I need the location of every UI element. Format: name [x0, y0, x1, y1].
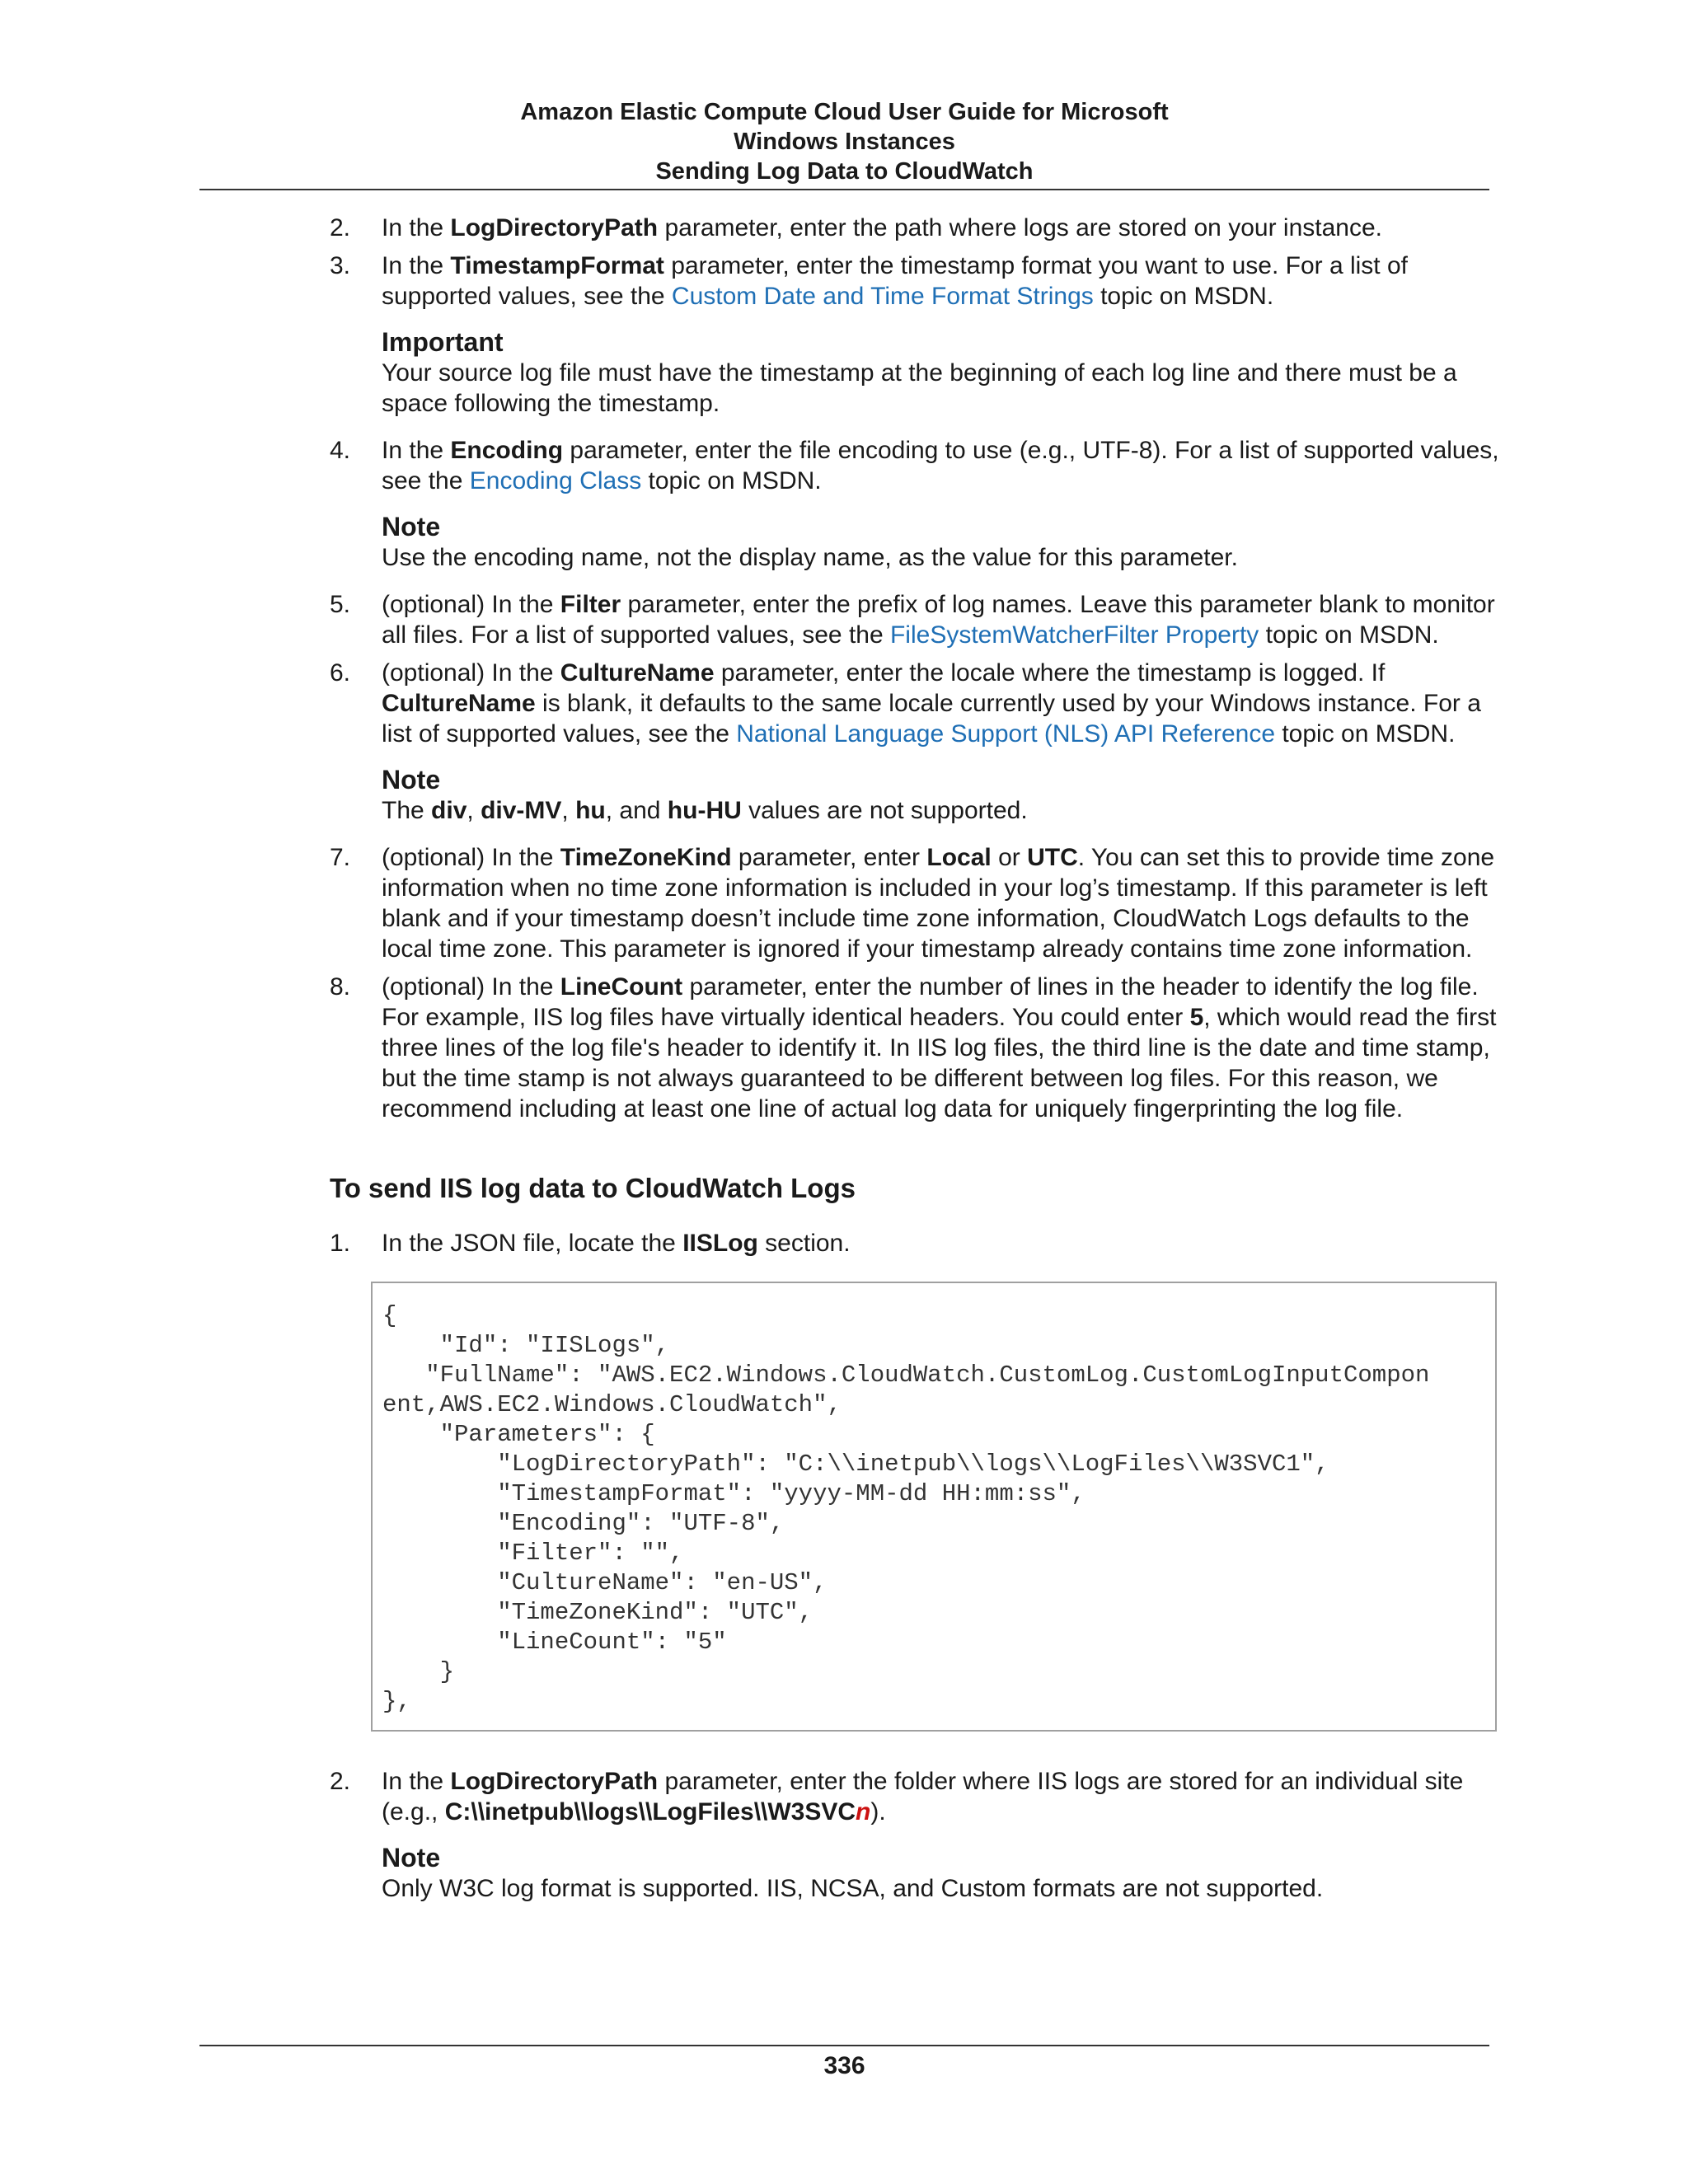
param-name: CultureName [382, 690, 536, 717]
param-name: LogDirectoryPath [450, 1768, 659, 1795]
value-name: div-MV [481, 797, 562, 824]
param-name: LogDirectoryPath [450, 214, 659, 241]
step-line-count [330, 972, 1500, 1124]
page-number: 336 [823, 2052, 865, 2079]
param-name: TimestampFormat [450, 252, 664, 279]
step-iis-log-directory [330, 1766, 1500, 1827]
step-encoding [330, 435, 1500, 496]
step-text: In the [382, 1768, 451, 1795]
value-name: UTC [1027, 844, 1078, 871]
code-block [371, 1282, 1497, 1732]
note-callout [382, 764, 1500, 826]
step-time-zone-kind [330, 842, 1500, 964]
step-text: , which would read the first three lines of the log file's header to identify it. In IIS log files, the third line is the date and time stamp, but the time stamp is not always guaranteed to be different between log files. For this reason, we recommend including at least one line of actual log data for uniquely fingerprinting the log file. [382, 1004, 1497, 1122]
step-text: parameter, enter the file encoding to use (e.g., UTF-8). For a list of supported values, see the [382, 437, 1499, 494]
callout-text: Use the encoding name, not the display name, as the value for this parameter. [382, 544, 1238, 571]
step-log-directory-path [330, 213, 1500, 243]
callout-text [382, 795, 1500, 826]
code-text: { "Id": "IISLogs", "FullName": "AWS.EC2.Windows.CloudWatch.CustomLog.CustomLogInputCompon ent,AWS.EC2.Windows.CloudWatch", "Parameters": { "LogDirectoryPath": "C:\\inetpub\\logs\\LogFiles\\W3SVC1", "TimestampFormat": "yyyy-MM-dd HH:mm:ss", "Encoding": "UTF-8", "Filter": "", "CultureName": "en-US", "TimeZoneKind": "UTC", "LineCount": "5" } }, [382, 1302, 1430, 1715]
callout-text-part: , and [605, 797, 668, 824]
step-text: (optional) In the [382, 844, 560, 871]
link-filesystemwatcherfilter[interactable]: FileSystemWatcherFilter Property [889, 621, 1259, 649]
step-text: In the [382, 214, 451, 241]
step-culture-name [330, 658, 1500, 749]
step-text: parameter, enter the timestamp format you want to use. For a list of supported values, see the [382, 252, 1408, 310]
link-encoding-class[interactable]: Encoding Class [469, 467, 642, 494]
step-locate-iislog [330, 1228, 1500, 1258]
step-number: 6. [330, 659, 351, 687]
header-guide-subtitle: Windows Instances [734, 129, 955, 155]
page-content [330, 213, 1500, 1920]
callout-title: Note [382, 1843, 441, 1872]
step-text: ). [870, 1798, 886, 1825]
value-name: 5 [1189, 1004, 1204, 1031]
link-nls-api-reference[interactable]: National Language Support (NLS) API Reference [736, 720, 1276, 748]
callout-text-part: The [382, 797, 432, 824]
header-divider [199, 189, 1489, 190]
step-number: 7. [330, 844, 351, 871]
step-number: 1. [330, 1230, 351, 1257]
callout-text-part: values are not supported. [741, 797, 1028, 824]
step-timestamp-format [330, 251, 1500, 312]
step-text: section. [757, 1230, 851, 1257]
step-text: In the [382, 437, 451, 464]
header-section-title: Sending Log Data to CloudWatch [655, 158, 1034, 185]
note-callout [382, 1842, 1500, 1904]
param-name: CultureName [560, 659, 715, 687]
step-text: topic on MSDN. [1093, 283, 1274, 310]
replaceable-variable: n [856, 1798, 871, 1825]
callout-text-part: , [467, 797, 481, 824]
param-name: Encoding [450, 437, 564, 464]
step-number: 2. [330, 214, 351, 241]
step-text: In the JSON file, locate the [382, 1230, 683, 1257]
callout-text: Your source log file must have the timestamp at the beginning of each log line and there must be a space following the timestamp. [382, 359, 1457, 417]
callout-title: Important [382, 327, 504, 357]
step-text: (optional) In the [382, 973, 560, 1001]
header-guide-title: Amazon Elastic Compute Cloud User Guide for Microsoft [520, 99, 1169, 125]
section-heading: To send IIS log data to CloudWatch Logs [330, 1173, 856, 1203]
step-number: 4. [330, 437, 351, 464]
step-filter [330, 589, 1500, 650]
step-text: (optional) In the [382, 659, 560, 687]
param-name: Filter [560, 591, 621, 618]
param-name: LineCount [560, 973, 683, 1001]
step-text: . You can set this to provide time zone information when no time zone information is included in your log’s timestamp. If this parameter is left blank and if your timestamp doesn’t include time zone information, CloudWatch Logs defaults to the local time zone. This parameter is ignored if your timestamp already contains time zone information. [382, 844, 1495, 963]
step-text: topic on MSDN. [641, 467, 822, 494]
callout-text: Only W3C log format is supported. IIS, NCSA, and Custom formats are not supported. [382, 1875, 1324, 1902]
param-name: IISLog [682, 1230, 758, 1257]
step-number: 5. [330, 591, 351, 618]
step-text: topic on MSDN. [1275, 720, 1456, 748]
step-number: 3. [330, 252, 351, 279]
value-name: hu-HU [667, 797, 742, 824]
callout-title: Note [382, 512, 441, 541]
callout-title: Note [382, 765, 441, 794]
step-text: parameter, enter the folder where IIS logs are stored for an individual site (e.g., [382, 1768, 1464, 1825]
important-callout [382, 326, 1500, 419]
step-text: parameter, enter the number of lines in the header to identify the log file. For example, IIS log files have virtually identical headers. You could enter [382, 973, 1479, 1031]
step-text: parameter, enter the locale where the timestamp is logged. If [714, 659, 1386, 687]
note-callout [382, 511, 1500, 573]
callout-text-part: , [561, 797, 576, 824]
step-text: parameter, enter [731, 844, 927, 871]
step-text: is blank, it defaults to the same locale currently used by your Windows instance. For a list of supported values, see the [382, 690, 1481, 748]
value-name: hu [575, 797, 606, 824]
step-text: In the [382, 252, 451, 279]
step-text: parameter, enter the prefix of log names. Leave this parameter blank to monitor all files. For a list of supported values, see the [382, 591, 1495, 649]
page-header [199, 97, 1489, 186]
step-text: or [991, 844, 1028, 871]
step-text: topic on MSDN. [1259, 621, 1439, 649]
path-value: C:\\inetpub\\logs\\LogFiles\\W3SVC [444, 1798, 856, 1825]
step-text: parameter, enter the path where logs are stored on your instance. [658, 214, 1382, 241]
footer-divider [199, 2045, 1489, 2046]
step-number: 2. [330, 1768, 351, 1795]
value-name: div [431, 797, 467, 824]
link-custom-date-time-format[interactable]: Custom Date and Time Format Strings [671, 283, 1094, 310]
step-number: 8. [330, 973, 351, 1001]
param-name: TimeZoneKind [560, 844, 732, 871]
step-text: (optional) In the [382, 591, 560, 618]
value-name: Local [926, 844, 992, 871]
